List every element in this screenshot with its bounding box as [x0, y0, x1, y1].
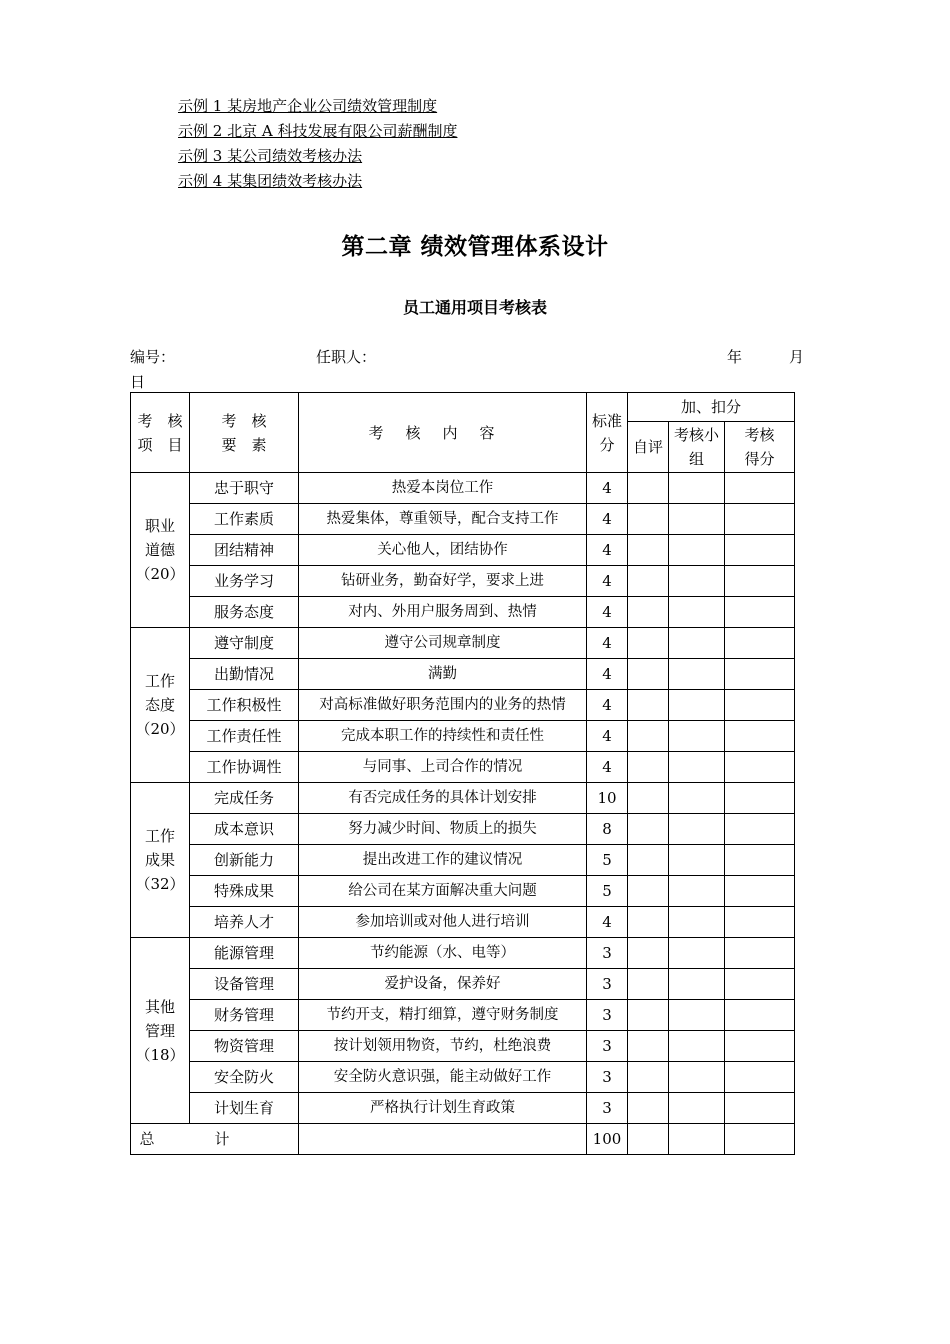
- table-row: [131, 597, 795, 628]
- self-eval-cell[interactable]: [628, 1062, 669, 1093]
- group-eval-cell[interactable]: [669, 1093, 725, 1124]
- total-row: [131, 1124, 795, 1155]
- self-eval-cell[interactable]: [628, 814, 669, 845]
- assessment-table: [130, 392, 795, 1155]
- content-cell: 与同事、上司合作的情况: [299, 752, 587, 783]
- content-cell: 对内、外用户服务周到、热情: [299, 597, 587, 628]
- example-link-1[interactable]: 示例 1 某房地产企业公司绩效管理制度: [178, 97, 438, 115]
- table-row: [131, 473, 795, 504]
- standard-score-cell: 10: [587, 783, 628, 814]
- table-row: [131, 1000, 795, 1031]
- standard-score-cell: 4: [587, 752, 628, 783]
- self-eval-cell[interactable]: [628, 659, 669, 690]
- self-eval-cell[interactable]: [628, 690, 669, 721]
- content-cell: 节约开支，精打细算，遵守财务制度: [299, 1000, 587, 1031]
- category-cell: [131, 473, 190, 628]
- total-label: 总计: [131, 1124, 299, 1155]
- header-item: 考 核 项 目: [131, 393, 190, 473]
- content-cell: 提出改进工作的建议情况: [299, 845, 587, 876]
- standard-score-cell: 5: [587, 876, 628, 907]
- standard-score-cell: 4: [587, 535, 628, 566]
- final-score-cell[interactable]: [725, 938, 795, 969]
- final-score-cell[interactable]: [725, 535, 795, 566]
- element-cell: 安全防火: [190, 1062, 299, 1093]
- total-self-eval-cell[interactable]: [628, 1124, 669, 1155]
- standard-score-cell: 5: [587, 845, 628, 876]
- standard-score-cell: 4: [587, 628, 628, 659]
- self-eval-cell[interactable]: [628, 1000, 669, 1031]
- final-score-cell[interactable]: [725, 1062, 795, 1093]
- final-score-cell[interactable]: [725, 783, 795, 814]
- final-score-cell[interactable]: [725, 845, 795, 876]
- content-cell: 参加培训或对他人进行培训: [299, 907, 587, 938]
- element-cell: 忠于职守: [190, 473, 299, 504]
- header-row: [131, 393, 795, 422]
- content-cell: 给公司在某方面解决重大问题: [299, 876, 587, 907]
- group-eval-cell[interactable]: [669, 597, 725, 628]
- group-eval-cell[interactable]: [669, 1031, 725, 1062]
- group-eval-cell[interactable]: [669, 938, 725, 969]
- self-eval-cell[interactable]: [628, 535, 669, 566]
- content-cell: 关心他人，团结协作: [299, 535, 587, 566]
- self-eval-cell[interactable]: [628, 752, 669, 783]
- category-label: 职业: [144, 517, 175, 535]
- category-label: 其他: [144, 997, 175, 1016]
- group-eval-cell[interactable]: [669, 659, 725, 690]
- category-label: 态度: [144, 696, 175, 714]
- standard-score-cell: 3: [587, 938, 628, 969]
- element-cell: 遵守制度: [190, 628, 299, 659]
- final-score-cell[interactable]: [725, 690, 795, 721]
- form-title: 员工通用项目考核表: [402, 298, 547, 317]
- final-score-cell[interactable]: [725, 597, 795, 628]
- content-cell: 按计划领用物资，节约，杜绝浪费: [299, 1031, 587, 1062]
- content-cell: 完成本职工作的持续性和责任性: [299, 721, 587, 752]
- content-cell: 严格执行计划生育政策: [299, 1093, 587, 1124]
- standard-score-cell: 4: [587, 473, 628, 504]
- header-final-score: 考核 得分: [725, 422, 795, 473]
- category-cell: [131, 783, 190, 938]
- final-score-cell[interactable]: [725, 1000, 795, 1031]
- standard-score-cell: 4: [587, 566, 628, 597]
- final-score-cell[interactable]: [725, 1093, 795, 1124]
- content-cell: 节约能源（水、电等）: [299, 938, 587, 969]
- element-cell: 设备管理: [190, 969, 299, 1000]
- standard-score-cell: 3: [587, 1093, 628, 1124]
- header-self-eval: 自评: [628, 422, 669, 473]
- standard-score-cell: 8: [587, 814, 628, 845]
- self-eval-cell[interactable]: [628, 504, 669, 535]
- category-label: 成果: [144, 851, 175, 869]
- header-element: 考 核 要 素: [190, 393, 299, 473]
- self-eval-cell[interactable]: [628, 1031, 669, 1062]
- group-eval-cell[interactable]: [669, 535, 725, 566]
- standard-score-cell: 4: [587, 597, 628, 628]
- self-eval-cell[interactable]: [628, 876, 669, 907]
- final-score-cell[interactable]: [725, 814, 795, 845]
- table-row: [131, 752, 795, 783]
- content-cell: 有否完成任务的具体计划安排: [299, 783, 587, 814]
- final-score-cell[interactable]: [725, 504, 795, 535]
- self-eval-cell[interactable]: [628, 1093, 669, 1124]
- table-row: [131, 1062, 795, 1093]
- table-row: [131, 876, 795, 907]
- table-row: [131, 845, 795, 876]
- final-score-cell[interactable]: [725, 752, 795, 783]
- self-eval-cell[interactable]: [628, 597, 669, 628]
- total-group-eval-cell[interactable]: [669, 1124, 725, 1155]
- element-cell: 服务态度: [190, 597, 299, 628]
- group-eval-cell[interactable]: [669, 473, 725, 504]
- final-score-cell[interactable]: [725, 628, 795, 659]
- category-label: 管理: [144, 1021, 175, 1040]
- content-cell: 热爱集体，尊重领导，配合支持工作: [299, 504, 587, 535]
- element-cell: 财务管理: [190, 1000, 299, 1031]
- self-eval-cell[interactable]: [628, 473, 669, 504]
- header-content: 考核内容: [299, 393, 587, 473]
- category-label: 工作: [144, 672, 175, 690]
- final-score-cell[interactable]: [725, 473, 795, 504]
- standard-score-cell: 4: [587, 721, 628, 752]
- total-final-score-cell[interactable]: [725, 1124, 795, 1155]
- element-cell: 工作积极性: [190, 690, 299, 721]
- content-cell: 爱护设备，保养好: [299, 969, 587, 1000]
- final-score-cell[interactable]: [725, 659, 795, 690]
- final-score-cell[interactable]: [725, 566, 795, 597]
- self-eval-cell[interactable]: [628, 566, 669, 597]
- element-cell: 能源管理: [190, 938, 299, 969]
- group-eval-cell[interactable]: [669, 845, 725, 876]
- table-row: [131, 1031, 795, 1062]
- self-eval-cell[interactable]: [628, 721, 669, 752]
- assignee-label: 任职人：: [316, 348, 377, 366]
- category-label: 工作: [144, 827, 175, 845]
- chapter-title: 第二章 绩效管理体系设计: [341, 234, 609, 260]
- category-label: （20）: [135, 565, 185, 583]
- group-eval-cell[interactable]: [669, 907, 725, 938]
- self-eval-cell[interactable]: [628, 783, 669, 814]
- standard-score-cell: 4: [587, 690, 628, 721]
- month-label: 月: [789, 348, 805, 366]
- element-cell: 工作素质: [190, 504, 299, 535]
- standard-score-cell: 4: [587, 907, 628, 938]
- self-eval-cell[interactable]: [628, 628, 669, 659]
- self-eval-cell[interactable]: [628, 845, 669, 876]
- table-row: [131, 659, 795, 690]
- self-eval-cell[interactable]: [628, 907, 669, 938]
- table-row: [131, 969, 795, 1000]
- category-label: （20）: [135, 720, 185, 738]
- category-label: 道德: [144, 541, 175, 559]
- element-cell: 工作责任性: [190, 721, 299, 752]
- table-row: [131, 907, 795, 938]
- content-cell: 满勤: [299, 659, 587, 690]
- category-cell: [131, 938, 190, 1124]
- header-standard-score: 标准 分: [587, 393, 628, 473]
- content-cell: 遵守公司规章制度: [299, 628, 587, 659]
- group-eval-cell[interactable]: [669, 969, 725, 1000]
- element-cell: 出勤情况: [190, 659, 299, 690]
- group-eval-cell[interactable]: [669, 876, 725, 907]
- content-cell: 对高标准做好职务范围内的业务的热情: [299, 690, 587, 721]
- total-content-cell: [299, 1124, 587, 1155]
- table-row: [131, 504, 795, 535]
- element-cell: 团结精神: [190, 535, 299, 566]
- group-eval-cell[interactable]: [669, 721, 725, 752]
- group-eval-cell[interactable]: [669, 752, 725, 783]
- self-eval-cell[interactable]: [628, 938, 669, 969]
- content-cell: 努力减少时间、物质上的损失: [299, 814, 587, 845]
- element-cell: 工作协调性: [190, 752, 299, 783]
- group-eval-cell[interactable]: [669, 814, 725, 845]
- final-score-cell[interactable]: [725, 876, 795, 907]
- total-score: 100: [587, 1124, 628, 1155]
- header-group-eval: 考核小 组: [669, 422, 725, 473]
- standard-score-cell: 3: [587, 1031, 628, 1062]
- example-link-3[interactable]: 示例 3 某公司绩效考核办法: [178, 147, 363, 165]
- group-eval-cell[interactable]: [669, 566, 725, 597]
- element-cell: 特殊成果: [190, 876, 299, 907]
- final-score-cell[interactable]: [725, 969, 795, 1000]
- group-eval-cell[interactable]: [669, 1000, 725, 1031]
- number-label: 编号：: [130, 348, 176, 366]
- element-cell: 业务学习: [190, 566, 299, 597]
- day-label: 日: [130, 373, 146, 391]
- group-eval-cell[interactable]: [669, 628, 725, 659]
- content-cell: 安全防火意识强，能主动做好工作: [299, 1062, 587, 1093]
- category-label: （18）: [135, 1045, 185, 1064]
- group-eval-cell[interactable]: [669, 504, 725, 535]
- table-row: [131, 814, 795, 845]
- category-label: （32）: [135, 875, 185, 893]
- standard-score-cell: 4: [587, 504, 628, 535]
- element-cell: 成本意识: [190, 814, 299, 845]
- header-adjust: 加、扣分: [628, 393, 795, 422]
- table-row: [131, 1093, 795, 1124]
- table-row: [131, 721, 795, 752]
- standard-score-cell: 4: [587, 659, 628, 690]
- final-score-cell[interactable]: [725, 721, 795, 752]
- final-score-cell[interactable]: [725, 1031, 795, 1062]
- self-eval-cell[interactable]: [628, 969, 669, 1000]
- element-cell: 创新能力: [190, 845, 299, 876]
- standard-score-cell: 3: [587, 1062, 628, 1093]
- example-link-4[interactable]: 示例 4 某集团绩效考核办法: [178, 172, 363, 190]
- table-row: [131, 938, 795, 969]
- example-link-2[interactable]: 示例 2 北京 A 科技发展有限公司薪酬制度: [178, 122, 458, 140]
- group-eval-cell[interactable]: [669, 1062, 725, 1093]
- year-label: 年: [727, 348, 743, 366]
- final-score-cell[interactable]: [725, 907, 795, 938]
- example-links: [178, 94, 457, 194]
- content-cell: 热爱本岗位工作: [299, 473, 587, 504]
- element-cell: 完成任务: [190, 783, 299, 814]
- table-row: [131, 783, 795, 814]
- table-row: [131, 628, 795, 659]
- standard-score-cell: 3: [587, 969, 628, 1000]
- group-eval-cell[interactable]: [669, 783, 725, 814]
- table-row: [131, 690, 795, 721]
- table-row: [131, 566, 795, 597]
- element-cell: 计划生育: [190, 1093, 299, 1124]
- content-cell: 钻研业务，勤奋好学，要求上进: [299, 566, 587, 597]
- table-row: [131, 535, 795, 566]
- category-cell: [131, 628, 190, 783]
- group-eval-cell[interactable]: [669, 690, 725, 721]
- element-cell: 培养人才: [190, 907, 299, 938]
- standard-score-cell: 3: [587, 1000, 628, 1031]
- element-cell: 物资管理: [190, 1031, 299, 1062]
